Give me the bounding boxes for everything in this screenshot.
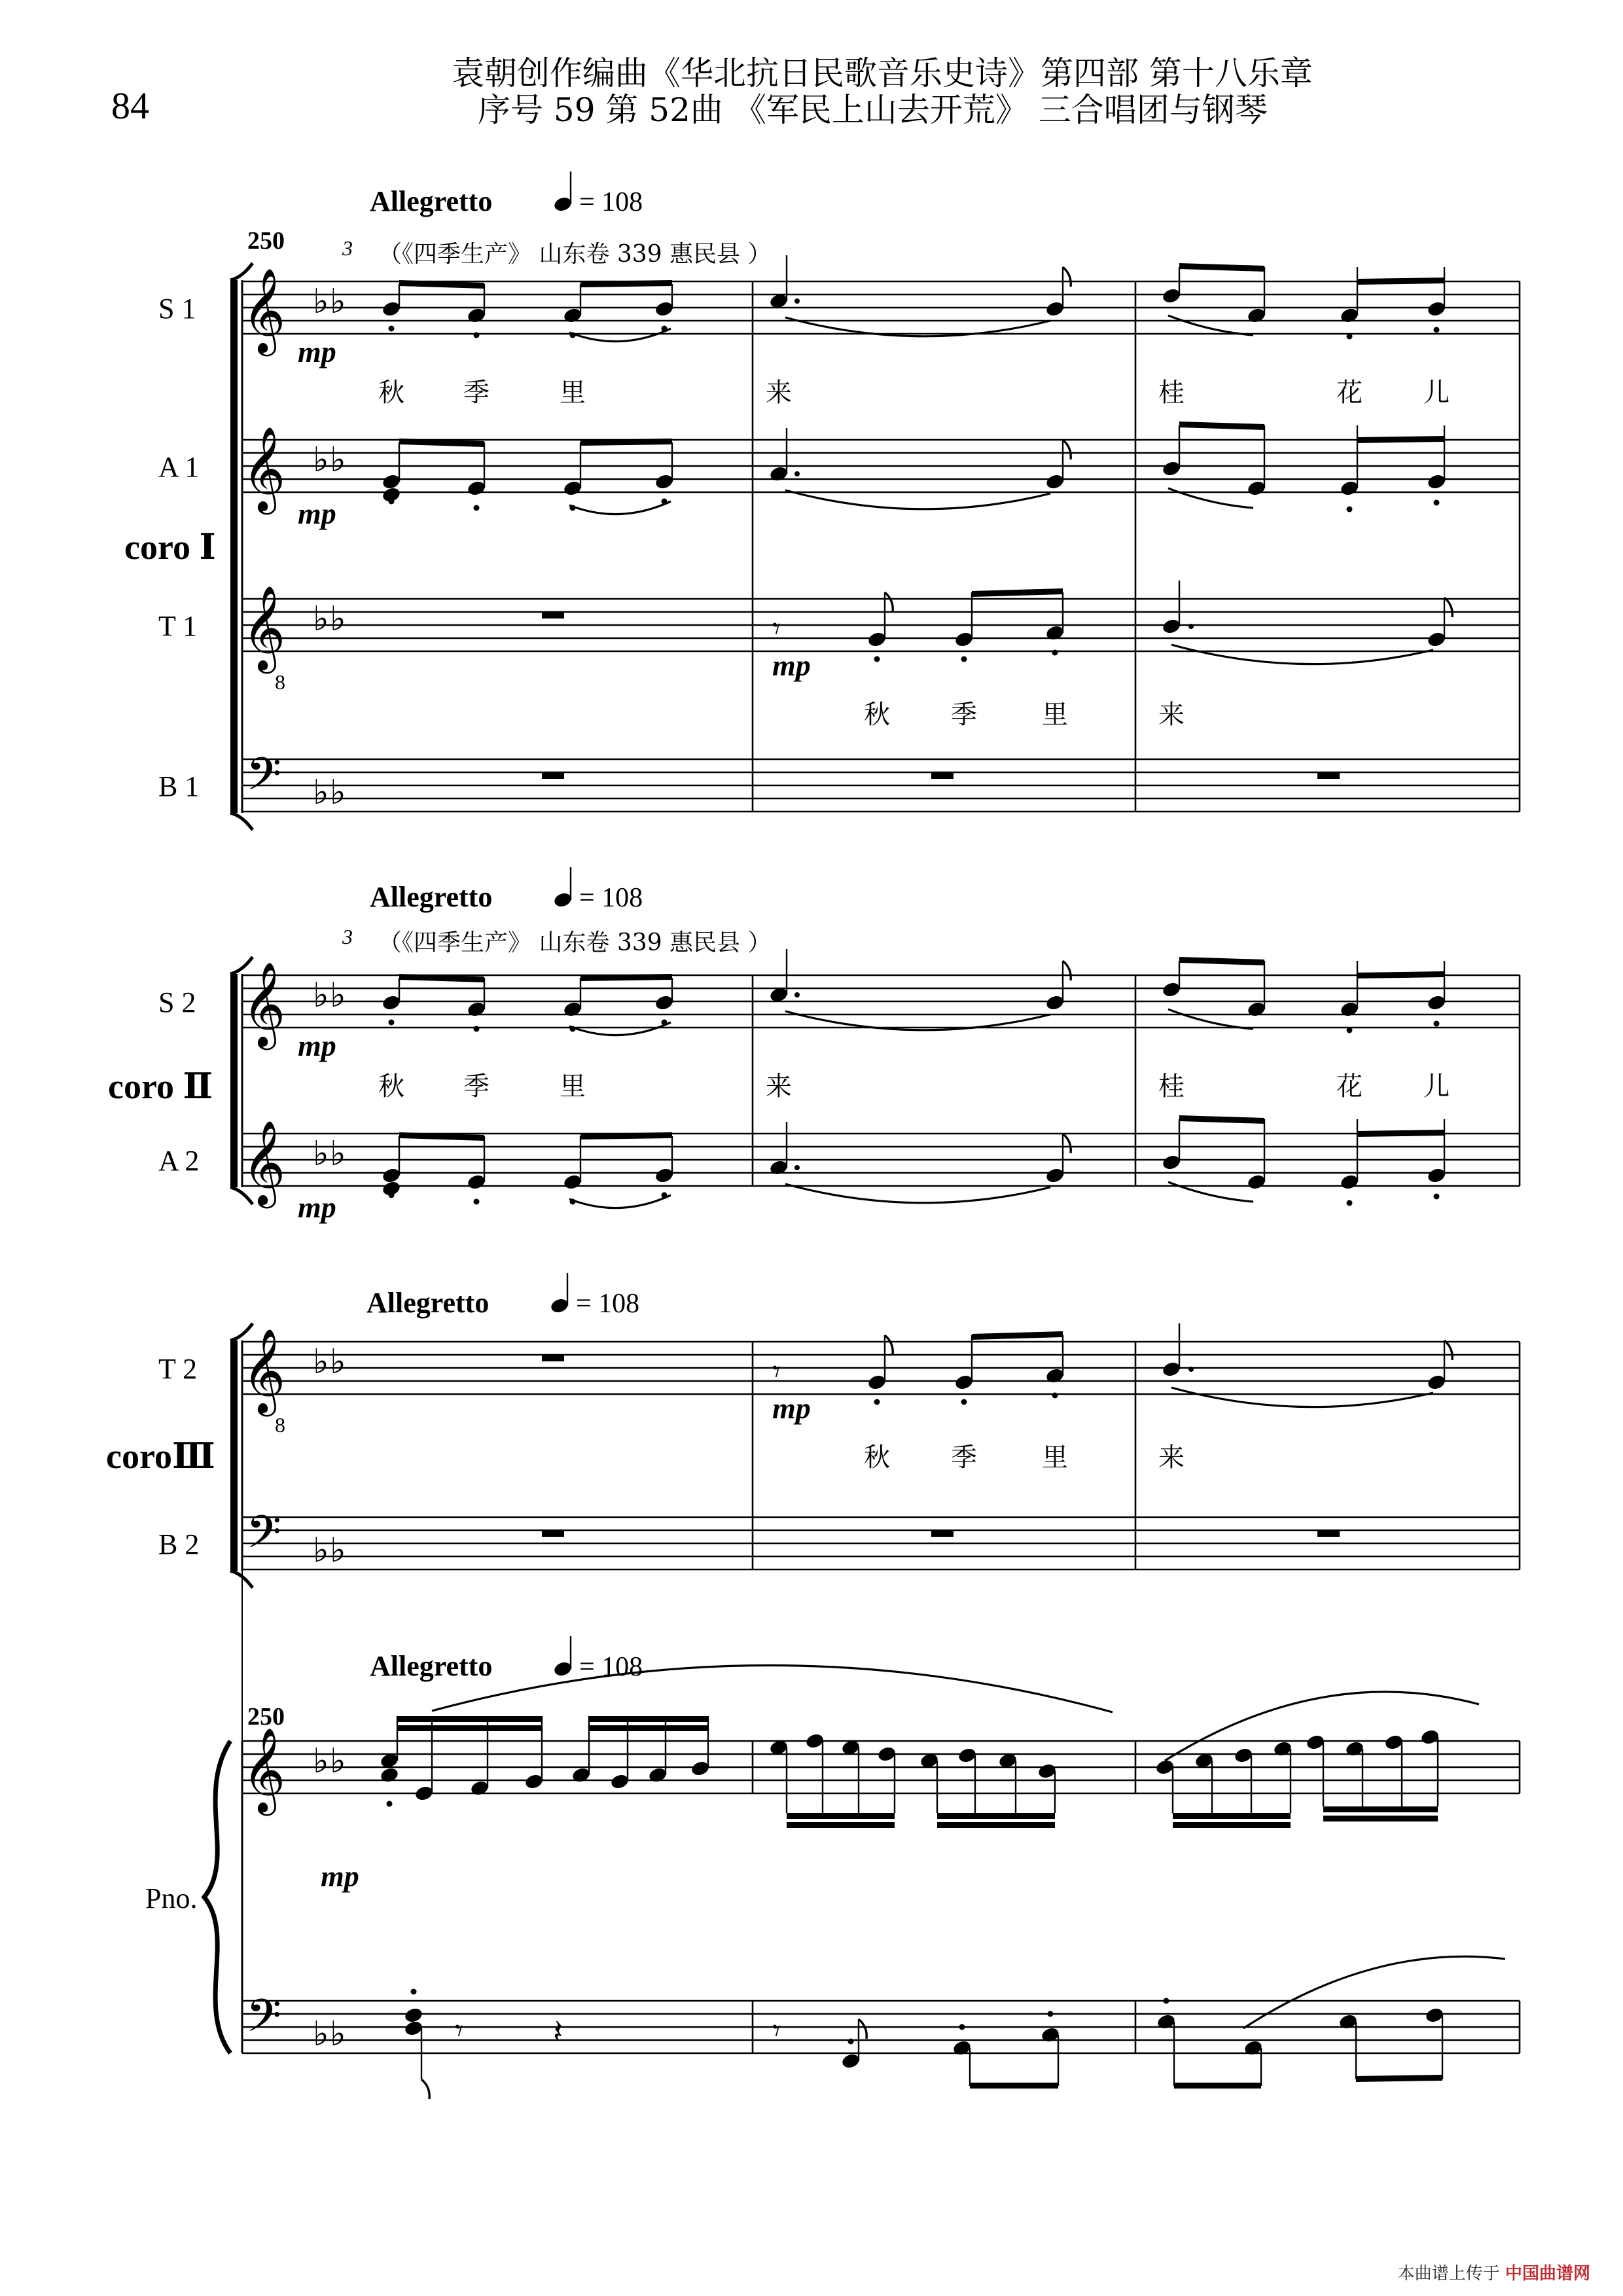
note-flag (1063, 267, 1071, 287)
staccato-dot (474, 1026, 480, 1032)
treble-clef: 𝄞 (242, 1120, 286, 1205)
choir1-bracket (230, 280, 238, 813)
choir-label-coro1: coro Ⅰ (124, 528, 216, 567)
key-signature-flat: ♭ (330, 1134, 346, 1174)
beam (1179, 263, 1264, 272)
tempo-marking: Allegretto (370, 185, 493, 217)
key-signature-flat: ♭ (313, 773, 329, 812)
staccato-dot (389, 1020, 395, 1026)
piano-brace (204, 1741, 230, 2053)
dynamic-marking: mp (298, 335, 336, 368)
treble-clef: 𝄞 (242, 961, 286, 1047)
slur (569, 1022, 671, 1035)
tempo-marking: Allegretto (370, 1650, 493, 1682)
beam (1357, 436, 1444, 443)
staccato-dot (411, 1989, 417, 1995)
slur (785, 1184, 1050, 1203)
choir-label-coro3: coroⅢ (106, 1437, 215, 1476)
beam (1357, 971, 1444, 978)
beam (787, 1813, 895, 1819)
staccato-dot (389, 1193, 395, 1198)
triplet-mark: 3 (342, 925, 353, 948)
whole-rest (542, 1530, 564, 1537)
beam (397, 1716, 542, 1722)
footer-brand-logo[interactable]: 中国曲谱网 (1505, 2264, 1590, 2284)
beam (1179, 1115, 1264, 1124)
beam (397, 1725, 542, 1731)
dot (794, 992, 800, 997)
dynamic-marking: mp (772, 649, 811, 682)
whole-rest (1317, 772, 1340, 779)
whole-rest (1317, 1530, 1340, 1537)
staff-label-t2: T 2 (158, 1353, 198, 1385)
beam (1356, 2075, 1442, 2082)
slur (1171, 645, 1433, 664)
treble-clef: 𝄞 (242, 426, 286, 511)
staccato-dot (1052, 650, 1058, 656)
note-flag (1063, 440, 1071, 459)
lyric-syllable: 季 (951, 700, 977, 730)
staff-label-b1: B 1 (158, 770, 200, 802)
whole-rest (542, 1355, 564, 1361)
whole-rest (542, 612, 564, 619)
staff-label-t1: T 1 (158, 610, 198, 642)
key-signature-flat: ♭ (330, 600, 346, 639)
dot (794, 1165, 800, 1170)
key-signature-flat: ♭ (313, 282, 329, 321)
page-number: 84 (111, 84, 149, 127)
lyric-syllable: 来 (1158, 700, 1185, 730)
note-flag (1063, 1134, 1071, 1153)
key-signature-flat: ♭ (313, 1342, 329, 1382)
beam (787, 1822, 895, 1828)
staff-label-piano: Pno. (145, 1882, 198, 1914)
key-signature-flat: ♭ (330, 773, 346, 812)
note-flag (1444, 598, 1452, 617)
staccato-dot (389, 499, 395, 505)
treble-clef: 𝄞 (242, 268, 286, 353)
note-flag (859, 2019, 866, 2039)
eighth-rest: 𝄾 (772, 611, 781, 647)
bass-clef: 𝄢 (246, 1989, 282, 2053)
staccato-dot (1052, 1393, 1058, 1399)
dynamic-marking: mp (772, 1391, 811, 1425)
lyric-syllable: 秋 (864, 700, 890, 730)
slur (1168, 315, 1253, 335)
slur (785, 490, 1050, 509)
page-footer (1398, 2260, 1590, 2284)
beam (1323, 1816, 1438, 1821)
whole-rest (931, 772, 954, 779)
staff-label-s2: S 2 (158, 986, 196, 1018)
staccato-dot (1347, 334, 1353, 340)
lyric-syllable: 花 (1336, 1071, 1363, 1102)
eighth-rest: 𝄾 (455, 2013, 463, 2049)
key-signature-flat: ♭ (330, 440, 346, 480)
staccato-dot (474, 332, 480, 338)
tempo-marking: Allegretto (370, 881, 493, 913)
choir-label-coro2: coro Ⅱ (108, 1067, 213, 1106)
staccato-dot (389, 326, 395, 332)
beam (1357, 278, 1444, 285)
key-signature-flat: ♭ (313, 976, 329, 1015)
bass-clef: 𝄢 (246, 747, 282, 812)
lyric-syllable: 儿 (1423, 378, 1450, 408)
dot (794, 298, 800, 304)
key-signature-flat: ♭ (330, 2015, 346, 2054)
key-signature-flat: ♭ (313, 2015, 329, 2054)
header-title-line1: 袁朝创作编曲《华北抗日民歌音乐史诗》第四部 第十八乐章 (452, 54, 1313, 92)
lyric-syllable: 里 (560, 378, 586, 408)
dot (1188, 624, 1194, 629)
staccato-dot (874, 1399, 880, 1405)
dot (1188, 1367, 1194, 1372)
slur (1171, 1388, 1433, 1407)
slur (1168, 1182, 1253, 1202)
staccato-dot (959, 2024, 965, 2030)
bass-clef: 𝄢 (246, 1505, 282, 1570)
lyric-syllable: 季 (951, 1443, 977, 1473)
note-flag (885, 592, 893, 612)
choir2-bracket (230, 974, 238, 1187)
key-signature-flat: ♭ (313, 1531, 329, 1570)
beam (970, 2083, 1058, 2089)
slur (569, 329, 671, 342)
slur (569, 501, 671, 514)
beam (1174, 2083, 1261, 2089)
whole-rest (542, 772, 564, 779)
dot (794, 471, 800, 476)
lyric-syllable: 儿 (1423, 1071, 1450, 1102)
beam (972, 588, 1063, 597)
lyric-syllable: 桂 (1158, 378, 1185, 408)
slur (1168, 488, 1253, 508)
measure-number: 250 (247, 227, 285, 255)
beam (1179, 957, 1264, 965)
beam (1323, 1806, 1438, 1812)
staff-label-a2: A 2 (158, 1145, 200, 1177)
beam (589, 1725, 708, 1731)
staccato-dot (387, 1801, 393, 1807)
quarter-rest: 𝄽 (553, 2013, 563, 2051)
treble-clef: 𝄞 (242, 1727, 286, 1812)
triplet-mark: 3 (342, 236, 353, 260)
key-signature-flat: ♭ (313, 440, 329, 480)
key-signature-flat: ♭ (330, 1342, 346, 1382)
key-signature-flat: ♭ (313, 1742, 329, 1781)
metronome-value: = 108 (576, 1289, 640, 1319)
slur (569, 1195, 671, 1208)
staccato-dot (874, 656, 880, 662)
metronome-value: = 108 (579, 187, 643, 217)
beam (1173, 1822, 1291, 1828)
beam (1357, 1130, 1444, 1137)
footer-text: 本曲谱上传于 (1397, 2264, 1500, 2284)
note-flag (885, 1335, 893, 1355)
dynamic-marking: mp (298, 1029, 336, 1062)
tempo-marking: Allegretto (366, 1287, 490, 1319)
key-signature-flat: ♭ (313, 1134, 329, 1174)
dynamic-marking: mp (298, 497, 336, 530)
dynamic-marking: mp (298, 1191, 336, 1224)
lyric-syllable: 秋 (378, 1071, 404, 1102)
beam (589, 1716, 708, 1722)
header-title-line2: 序号 59 第 52曲 《军民上山去开荒》 三合唱团与钢琴 (478, 91, 1268, 129)
lyric-syllable: 来 (766, 1071, 792, 1102)
metronome-value: = 108 (579, 883, 643, 913)
lyric-syllable: 来 (1158, 1443, 1185, 1473)
note-head (380, 1767, 400, 1784)
staff-label-b2: B 2 (158, 1528, 200, 1560)
staccato-dot (1434, 500, 1440, 506)
staff-label-s1: S 1 (158, 293, 196, 325)
key-signature-flat: ♭ (330, 1742, 346, 1781)
lyric-syllable: 里 (560, 1071, 586, 1102)
octave-mark: 8 (275, 670, 285, 694)
eighth-rest: 𝄾 (772, 1354, 781, 1390)
lyric-syllable: 花 (1336, 378, 1363, 408)
staccato-dot (1434, 1194, 1440, 1200)
staff-label-a1: A 1 (158, 451, 200, 483)
staccato-dot (1347, 1200, 1353, 1206)
staccato-dot (474, 505, 480, 511)
phrase-slur (1165, 1692, 1479, 1761)
measure-number: 250 (247, 1703, 285, 1731)
beam (1179, 422, 1264, 430)
beam (937, 1813, 1055, 1819)
staccato-dot (1347, 507, 1353, 512)
lyric-syllable: 来 (766, 378, 792, 408)
octave-mark: 8 (275, 1413, 285, 1437)
staccato-dot (1347, 1028, 1353, 1033)
source-note: （《四季生产》 山东卷 339 惠民县 ） (378, 929, 772, 956)
staccato-dot (1434, 1021, 1440, 1027)
beam (937, 1822, 1055, 1828)
staccato-dot (474, 1199, 480, 1205)
note-flag (1063, 961, 1071, 980)
dynamic-marking: mp (321, 1859, 359, 1893)
key-signature-flat: ♭ (330, 976, 346, 1015)
treble-clef: 𝄞 (242, 1328, 286, 1413)
key-signature-flat: ♭ (330, 1531, 346, 1570)
key-signature-flat: ♭ (313, 600, 329, 639)
whole-rest (931, 1530, 954, 1537)
treble-clef: 𝄞 (242, 585, 286, 670)
source-note: （《四季生产》 山东卷 339 惠民县 ） (378, 241, 772, 268)
staccato-dot (1434, 327, 1440, 333)
lyric-syllable: 里 (1042, 1443, 1068, 1473)
staccato-dot (848, 2039, 854, 2045)
lyric-syllable: 里 (1042, 700, 1068, 730)
lyric-syllable: 秋 (864, 1443, 890, 1473)
staccato-dot (961, 656, 967, 662)
beam (1173, 1813, 1291, 1819)
choir3-bracket (230, 1340, 238, 1571)
lyric-syllable: 桂 (1158, 1071, 1185, 1102)
eighth-rest: 𝄾 (772, 2013, 781, 2049)
phrase-slur (1243, 1956, 1505, 2028)
staccato-dot (961, 1399, 967, 1405)
phrase-slur (432, 1665, 1113, 1712)
metronome-value: = 108 (579, 1652, 643, 1682)
staccato-dot (1048, 2011, 1054, 2017)
beam (972, 1331, 1063, 1340)
key-signature-flat: ♭ (330, 282, 346, 321)
note-flag (421, 2079, 429, 2099)
bracket-hook (230, 813, 253, 830)
note-head (404, 2007, 424, 2024)
staccato-dot (1164, 1998, 1169, 2004)
lyric-syllable: 季 (463, 1071, 490, 1102)
note-flag (1444, 1340, 1452, 1360)
slur (1168, 1009, 1253, 1029)
lyric-syllable: 秋 (378, 378, 404, 408)
lyric-syllable: 季 (463, 378, 490, 408)
